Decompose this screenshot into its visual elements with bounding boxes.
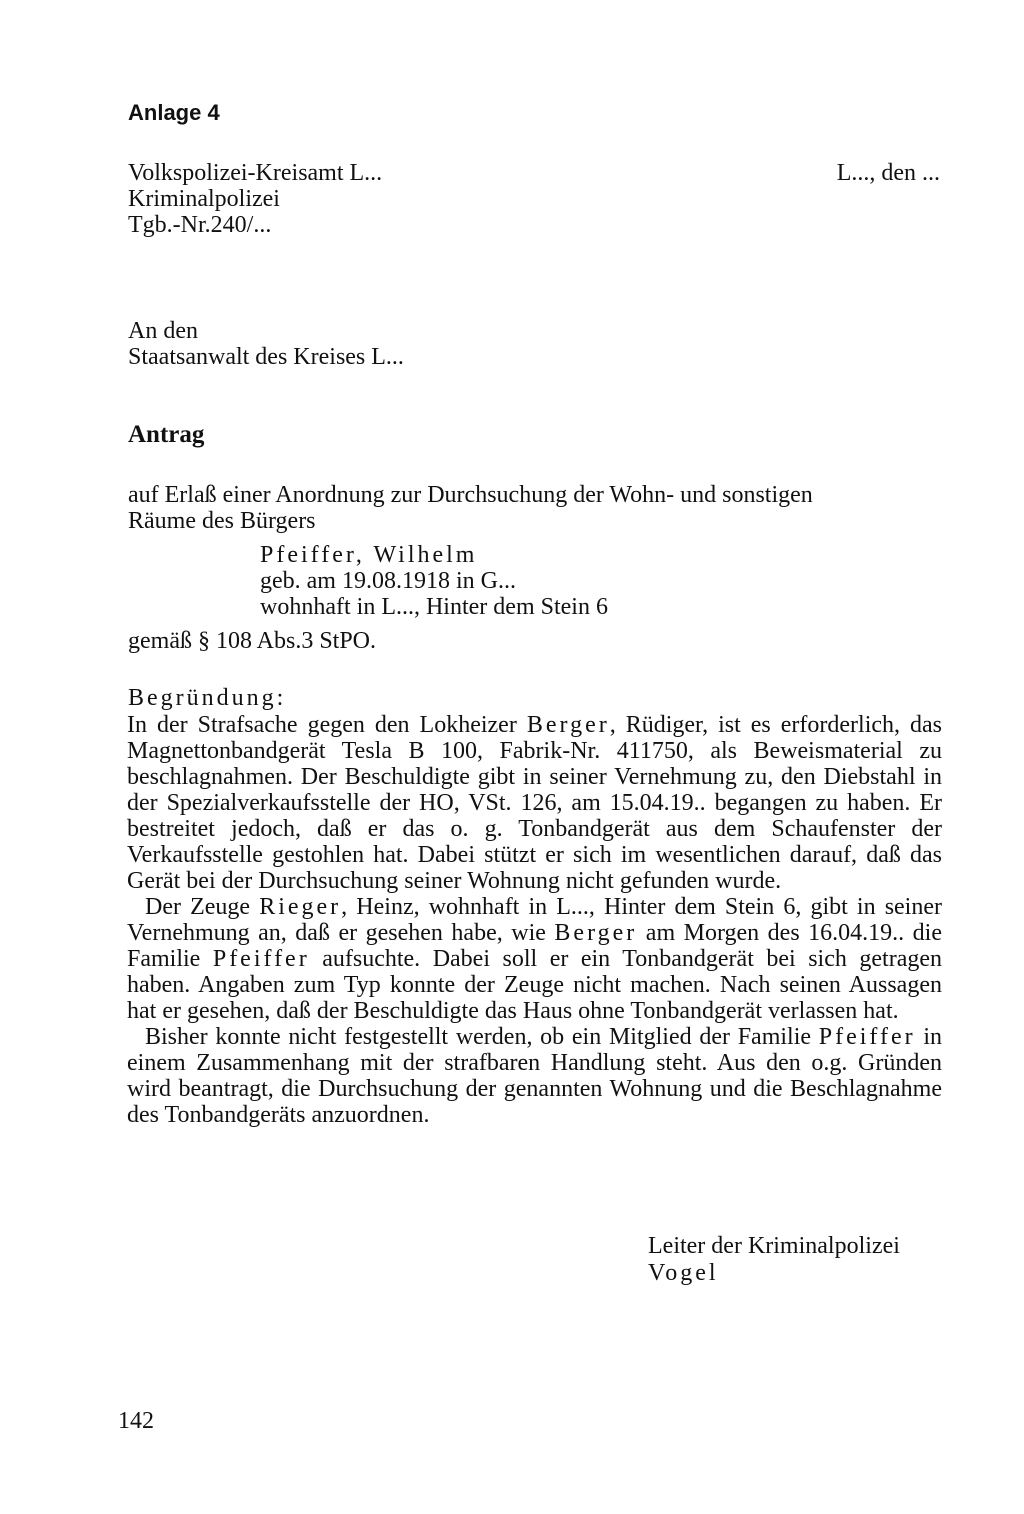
recipient-name: Staatsanwalt des Kreises L... xyxy=(128,344,404,370)
reason-body xyxy=(127,712,942,1128)
p2-text-4: aufsuchte. Dabei soll er ein Tonbandgerät bei sich getragen haben. Angaben zum Typ konnte der Zeuge nicht machen. Nach seinen Aussagen hat er gesehen, daß der Beschuldigte das Haus ohne Tonbandgerät verlassen hat. xyxy=(127,946,942,1024)
person-birth: geb. am 19.08.1918 in G... xyxy=(260,568,516,594)
p2-text-2: , Heinz, wohnhaft in L..., Hinter dem Stein 6, gibt in seiner Vernehmung an, daß er gesehen habe, wie xyxy=(127,894,942,946)
appendix-label: Anlage 4 xyxy=(128,100,220,125)
request-line-2: Räume des Bürgers xyxy=(128,508,316,534)
p3-family-name: Pfeiffer xyxy=(818,1024,916,1050)
sender-authority: Volkspolizei-Kreisamt L... xyxy=(128,160,383,186)
reason-paragraph-1 xyxy=(127,712,942,894)
p2-family-name: Pfeiffer xyxy=(212,946,310,972)
place-date: L..., den ... xyxy=(836,160,940,186)
reason-heading: Begründung: xyxy=(128,685,287,711)
reason-paragraph-2 xyxy=(127,894,942,1024)
p3-text-1: Bisher konnte nicht festgestellt werden, ob ein Mitglied der Familie xyxy=(145,1024,819,1050)
p3-text-2: in einem Zusammenhang mit der strafbaren Handlung steht. Aus den o.g. Gründen wird beantragt, die Durchsuchung der genannten Wohnung und die Beschlagnahme des Tonbandgeräts anzuordnen. xyxy=(127,1024,942,1128)
page-number: 142 xyxy=(118,1408,154,1434)
document-title: Antrag xyxy=(128,421,205,448)
legal-basis: gemäß § 108 Abs.3 StPO. xyxy=(128,628,377,654)
p2-text-3: am Morgen des 16.04.19.. die Familie xyxy=(127,920,943,972)
person-address: wohnhaft in L..., Hinter dem Stein 6 xyxy=(260,594,608,620)
person-name: Pfeiffer, Wilhelm xyxy=(260,542,478,568)
journal-number: Tgb.-Nr.240/... xyxy=(128,212,272,238)
signature-role: Leiter der Kriminalpolizei xyxy=(648,1233,900,1259)
p1-accused-name: Berger xyxy=(526,712,610,738)
signature-name: Vogel xyxy=(648,1260,719,1286)
p2-text-1: Der Zeuge xyxy=(145,894,260,920)
p1-text-2: , Rüdiger, ist es erforderlich, das Magnettonbandgerät Tesla B 100, Fabrik-Nr. 411750, als Beweismaterial zu beschlagnahmen. Der Beschuldigte gibt in seiner Vernehmung zu, den Diebstahl in der Spezialverkaufsstelle der HO, VSt. 126, am 15.04.19.. begangen zu haben. Er bestreitet jedoch, daß er das o. g. Tonbandgerät aus dem Schaufenster der Verkaufsstelle gestohlen hat. Dabei stützt er sich im wesentlichen darauf, daß das Gerät bei der Durchsuchung seiner Wohnung nicht gefunden wurde. xyxy=(127,712,943,894)
p2-witness-name: Rieger xyxy=(259,894,342,920)
request-line-1: auf Erlaß einer Anordnung zur Durchsuchung der Wohn- und sonstigen xyxy=(128,482,813,508)
p2-accused-name: Berger xyxy=(554,920,638,946)
recipient-salutation: An den xyxy=(128,318,198,344)
sender-department: Kriminalpolizei xyxy=(128,186,280,212)
p1-text-1: In der Strafsache gegen den Lokheizer xyxy=(127,712,527,738)
reason-paragraph-3 xyxy=(127,1024,942,1128)
